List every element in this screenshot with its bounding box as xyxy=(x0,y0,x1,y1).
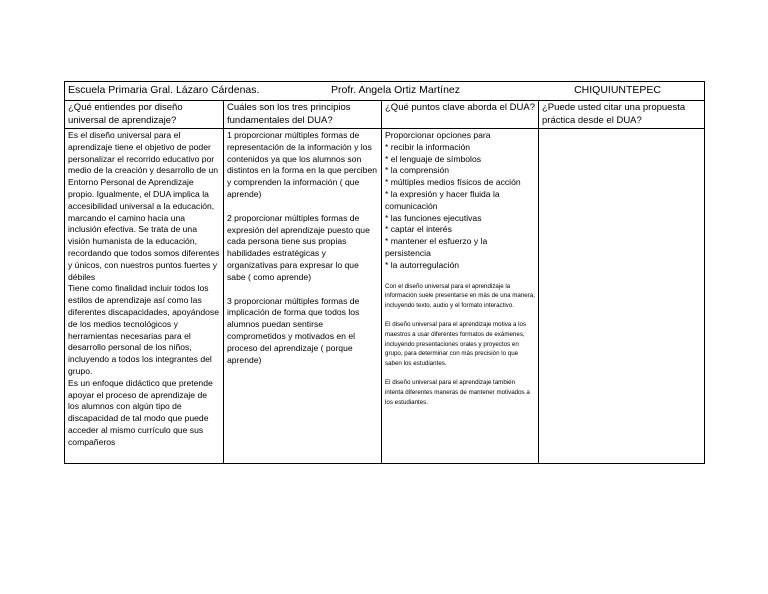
answer-1-paragraph: Es un enfoque didáctico que pretende apoyar el proceso de aprendizaje de los alumnos con algún tipo de discapacidad de tal modo que puede acceder al mismo currículo que sus compañeros xyxy=(68,377,213,447)
answer-3-cell xyxy=(382,129,539,464)
answer-1-paragraph: Tiene como finalidad incluir todos los estilos de aprendizaje así como las diferentes discapacidades, apoyándose de los medios tecnológicos y herramientas necesarias para el desarrollo personal de los niños, incluyendo a todos los integrantes del grupo. xyxy=(68,283,219,376)
key-point-item: * la expresión y hacer fluida la comunicación xyxy=(385,188,500,211)
document-table xyxy=(64,81,705,464)
note-paragraph: El diseño universal para el aprendizaje también intenta diferentes maneras de mantener motivados a los estudiantes. xyxy=(385,379,530,406)
header-cell xyxy=(65,82,705,101)
answer-1-cell xyxy=(65,129,224,464)
principle-3: 3 proporcionar múltiples formas de implicación de forma que todos los alumnos puedan sentirse comprometidos y motivados en el proceso del aprendizaje ( porque aprende) xyxy=(227,295,360,365)
answers-row xyxy=(65,129,705,464)
key-point-item: * las funciones ejecutivas xyxy=(385,212,482,223)
questions-row xyxy=(65,101,705,129)
note-paragraph: Con el diseño universal para el aprendizaje la información suele presentarse en más de una manera, incluyendo texto, audio y el formato interactivo. xyxy=(385,282,535,309)
teacher-name: Profr. Angela Ortiz Martínez xyxy=(331,84,460,96)
question-1: ¿Qué entiendes por diseño universal de aprendizaje? xyxy=(65,101,224,129)
location-name: CHIQUIUNTEPEC xyxy=(574,84,661,96)
principle-1: 1 proporcionar múltiples formas de representación de la información y los contenidos ya que los alumnos son distintos en la forma en la que perciben y comprenden la información ( que aprende) xyxy=(227,130,378,199)
key-point-item: * múltiples medios físicos de acción xyxy=(385,177,521,188)
header-row xyxy=(65,82,705,101)
question-4: ¿Puede usted citar una propuesta práctica desde el DUA? xyxy=(539,101,705,129)
question-3: ¿Qué puntos clave aborda el DUA? xyxy=(382,101,539,129)
key-points-heading: Proporcionar opciones para xyxy=(385,130,491,140)
key-point-item: * la autorregulación xyxy=(385,259,460,270)
key-point-item: * la comprensión xyxy=(385,165,450,176)
answer-4-cell xyxy=(539,129,705,464)
answer-1-paragraph: Es el diseño universal para el aprendizaje tiene el objetivo de poder personalizar el recorrido educativo por medio de la creación y desarrollo de un Entorno Personal de Aprendizaje propio. Igualmente, el DUA implica la accesibilidad universal a la educación, marcando el camino hacia una inclusión efectiva. Se trata de una visión humanista de la educación, recordando que todos somos diferentes y únicos, con nuestros puntos fuertes y débiles xyxy=(68,130,220,282)
principle-2: 2 proporcionar múltiples formas de expresión del aprendizaje puesto que cada persona tiene sus propias habilidades estratégicas y organizativas para expresar lo que sabe ( como aprende) xyxy=(227,212,370,282)
key-point-item: * recibir la información xyxy=(385,141,471,152)
key-point-item: * captar el interés xyxy=(385,224,452,235)
answer-2-cell xyxy=(224,129,382,464)
note-paragraph: El diseño universal para el aprendizaje motiva a los maestros a usar diferentes formatos de exámenes, incluyendo presentaciones orales y proyectos en grupo, para determinar con más precisión lo que saben los estudiantes. xyxy=(385,321,527,367)
key-point-item: * mantener el esfuerzo y la persistencia xyxy=(385,236,488,258)
school-name: Escuela Primaria Gral. Lázaro Cárdenas. xyxy=(68,84,260,96)
question-2: Cuáles son los tres principios fundamentales del DUA? xyxy=(224,101,382,129)
key-point-item: * el lenguaje de símbolos xyxy=(385,153,482,164)
